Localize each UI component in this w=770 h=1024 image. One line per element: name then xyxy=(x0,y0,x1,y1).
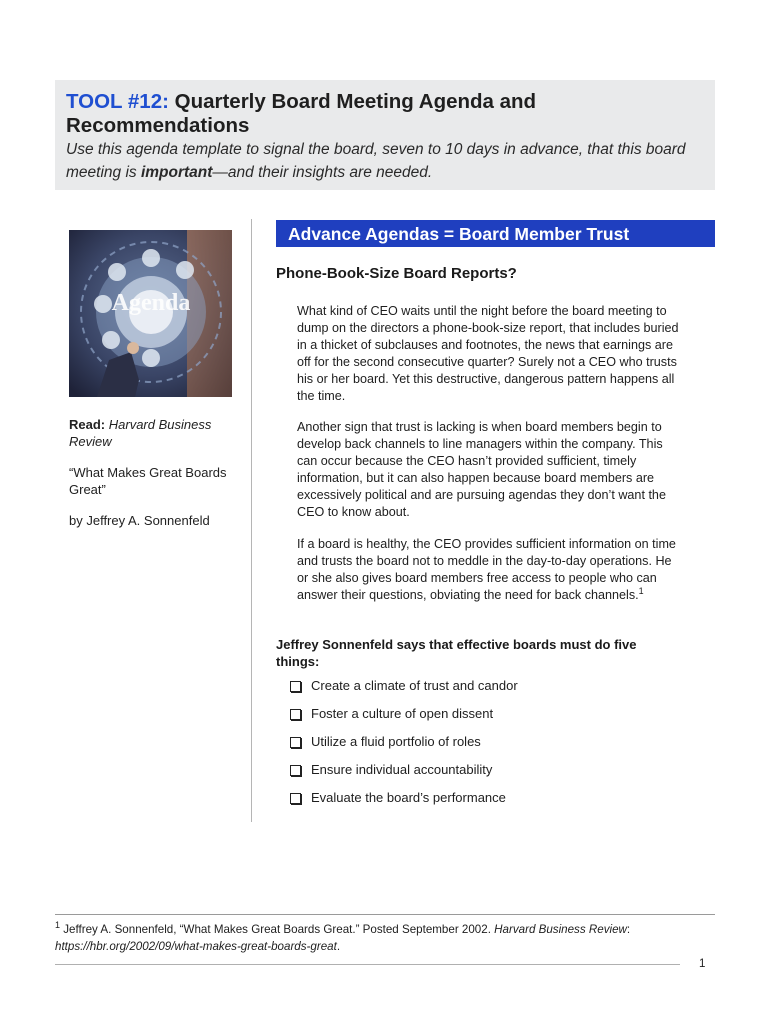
footnote-url-link[interactable]: https://hbr.org/2002/09/what-makes-great-boards-great xyxy=(55,940,337,953)
list-item xyxy=(287,734,518,762)
page-rule xyxy=(55,964,680,965)
read-label: Read: xyxy=(69,417,106,432)
checkbox-icon xyxy=(290,737,301,748)
footnote-number: 1 xyxy=(55,920,61,931)
article-author: by Jeffrey A. Sonnenfeld xyxy=(69,513,210,528)
list-item xyxy=(287,790,518,818)
section-heading: Phone-Book-Size Board Reports? xyxy=(276,265,517,282)
paragraph-2: Another sign that trust is lacking is when board members begin to develop back channels to line managers within the company. This can occur because the CEO hasn’t provided sufficient, timely information, but it can also happen because board members are excessively political and are pursuing agendas they don’t want the CEO to know about. xyxy=(297,420,666,519)
paragraph-3-text: If a board is healthy, the CEO provides sufficient information on time and trusts the board not to meddle in the day-to-day operations. He or she also gives board members free access to people who can answer their questions, obviating the need for back channels. xyxy=(297,537,676,602)
footnote-source: Harvard Business Review xyxy=(494,923,627,936)
subtitle-text-end: —and their insights are needed. xyxy=(212,164,433,181)
list-item-text: Ensure individual accountability xyxy=(311,762,493,777)
checkbox-icon xyxy=(290,681,301,692)
read-source xyxy=(69,416,244,450)
image-agenda-word: Agenda xyxy=(111,290,191,316)
paragraph-1: What kind of CEO waits until the night before the board meeting to dump on the directors a phone-book-size report, that includes buried in a thicket of subclauses and footnotes, the news that earnings are off for the second consecutive quarter? Surely not a CEO who trusts his or her board. Yet this destructive, dangerous pattern happens all the time. xyxy=(297,304,679,403)
column-divider xyxy=(251,219,252,822)
checkbox-icon xyxy=(290,793,301,804)
footnote-rule xyxy=(55,914,715,915)
banner-title: Advance Agendas = Board Member Trust xyxy=(288,224,630,244)
article-title: “What Makes Great Boards Great” xyxy=(69,465,227,497)
read-publication: Harvard Business Review xyxy=(69,417,212,449)
five-things-heading: Jeffrey Sonnenfeld says that effective boards must do five things: xyxy=(276,637,637,669)
list-item xyxy=(287,706,518,734)
list-item-text: Utilize a fluid portfolio of roles xyxy=(311,734,481,749)
page-number: 1 xyxy=(699,958,706,970)
page-subtitle xyxy=(66,138,706,184)
footnote-end: . xyxy=(336,940,341,953)
list-item-text: Create a climate of trust and candor xyxy=(311,678,518,693)
tool-label: TOOL #12: xyxy=(66,90,169,113)
paragraph-3 xyxy=(297,536,682,604)
subtitle-emphasis: important xyxy=(140,164,213,181)
footnote xyxy=(55,921,695,955)
page-title xyxy=(66,90,686,138)
footnote-colon: : xyxy=(626,923,631,936)
footnote-text: Jeffrey A. Sonnenfeld, “What Makes Great Boards Great.” Posted September 2002. xyxy=(60,923,495,936)
footnote-reference[interactable]: 1 xyxy=(638,585,644,596)
five-things-checklist xyxy=(287,678,518,818)
reading-sidebar xyxy=(69,416,244,543)
list-item xyxy=(287,762,518,790)
checkbox-icon xyxy=(290,709,301,720)
checkbox-icon xyxy=(290,765,301,776)
title-text: Quarterly Board Meeting Agenda and Recommendations xyxy=(66,90,537,137)
subtitle-text: Use this agenda template to signal the board, seven to 10 days in advance, that this board meeting is xyxy=(66,141,686,181)
list-item xyxy=(287,678,518,706)
list-item-text: Evaluate the board’s performance xyxy=(311,790,506,805)
list-item-text: Foster a culture of open dissent xyxy=(311,706,494,721)
agenda-image xyxy=(69,230,232,397)
